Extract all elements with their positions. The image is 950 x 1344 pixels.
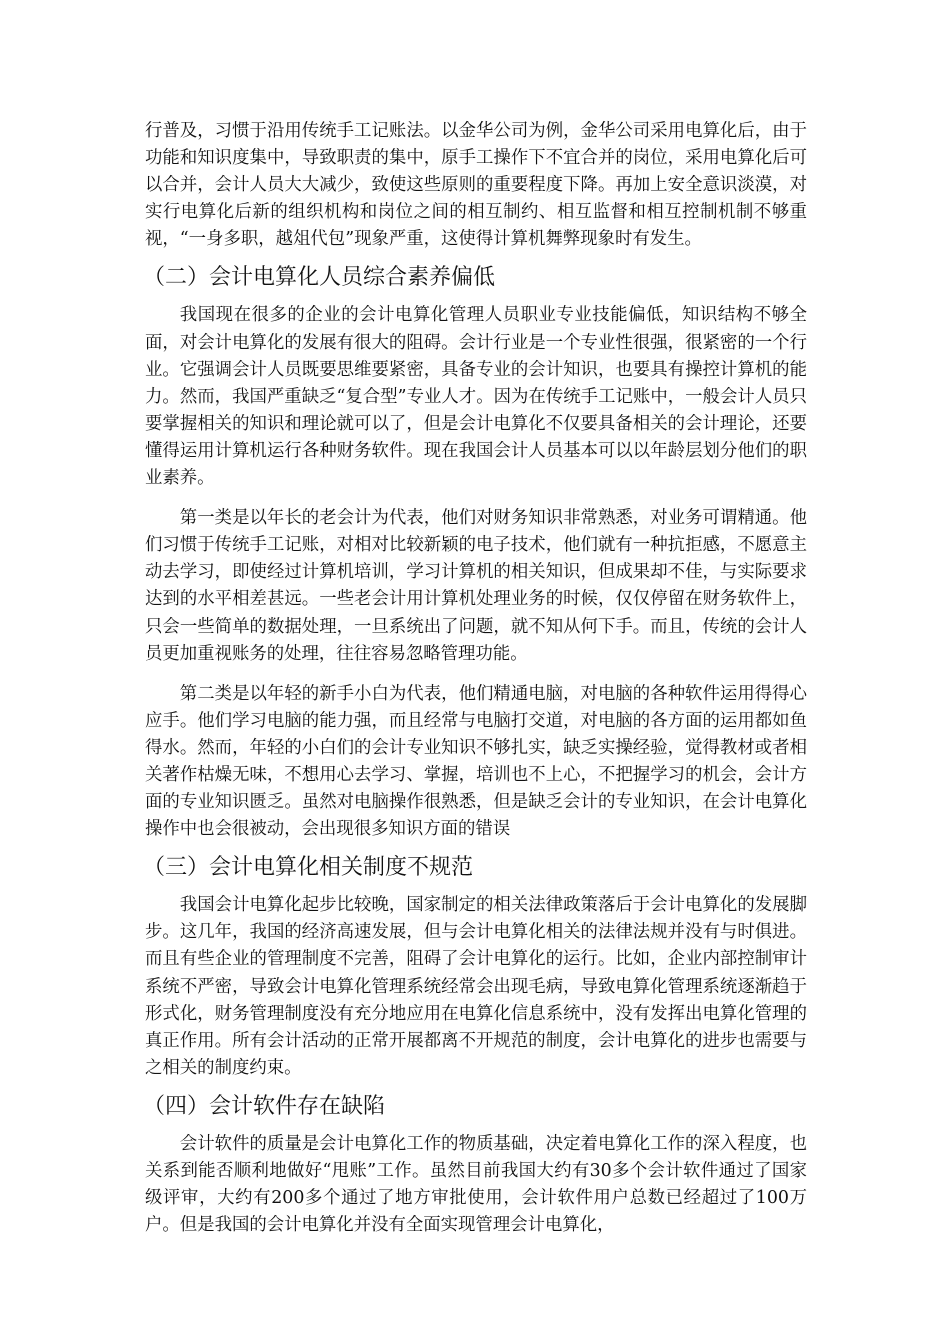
- paragraph-staff-quality: 我国现在很多的企业的会计电算化管理人员职业专业技能偏低，知识结构不够全面，对会计电算化的发展有很大的阻碍。会计行业是一个专业性很强，很紧密的一个行业。它强调会计人员既要思维要紧密，具备专业的会计知识，也要具有操控计算机的能力。然而，我国严重缺乏“复合型”专业人才。因为在传统手工记账中，一般会计人员只要掌握相关的知识和理论就可以了，但是会计电算化不仅要具备相关的会计理论，还要懂得运用计算机运行各种财务软件。现在我国会计人员基本可以以年龄层划分他们的职业素养。: [145, 305, 807, 489]
- paragraph-regulations: 我国会计电算化起步比较晚，国家制定的相关法律政策落后于会计电算化的发展脚步。这几年，我国的经济高速发展，但与会计电算化相关的法律法规并没有与时俱进。而且有些企业的管理制度不完善，阻碍了会计电算化的运行。比如，企业内部控制审计系统不严密，导致会计电算化管理系统经常会出现毛病，导致电算化管理系统逐渐趋于形式化，财务管理制度没有充分地应用在电算化信息系统中，没有发挥出电算化管理的真正作用。所有会计活动的正常开展都离不开规范的制度，会计电算化的进步也需要与之相关的制度约束。: [145, 895, 807, 1078]
- section-heading-4: （四）会计软件存在缺陷: [143, 1093, 386, 1119]
- paragraph-intro-continuation: 行普及，习惯于沿用传统手工记账法。以金华公司为例，金华公司采用电算化后，由于功能和知识度集中，导致职责的集中，原手工操作下不宜合并的岗位，采用电算化后可以合并，会计人员大大减少，致使这些原则的重要程度下降。再加上安全意识淡漠，对实行电算化后新的组织机构和岗位之间的相互制约、相互监督和相互控制机制不够重视，“一身多职，越俎代包”现象严重，这使得计算机舞弊现象时有发生。: [145, 121, 807, 250]
- paragraph-senior-accountants: 第一类是以年长的老会计为代表，他们对财务知识非常熟悉，对业务可谓精通。他们习惯于传统手工记账，对相对比较新颖的电子技术，他们就有一种抗拒感，不愿意主动去学习，即使经过计算机培训，学习计算机的相关知识，但成果却不佳，与实际要求达到的水平相差甚远。一些老会计用计算机处理业务的时候，仅仅停留在财务软件上，只会一些简单的数据处理，一旦系统出了问题，就不知从何下手。而且，传统的会计人员更加重视账务的处理，往往容易忽略管理功能。: [145, 508, 807, 664]
- document-page: [145, 118, 807, 1239]
- section-heading-3: （三）会计电算化相关制度不规范: [143, 855, 474, 881]
- paragraph-software-defects: 会计软件的质量是会计电算化工作的物质基础，决定着电算化工作的深入程度，也关系到能否顺利地做好“甩账”工作。虽然目前我国大约有30多个会计软件通过了国家级评审，大约有200多个通过了地方审批使用，会计软件用户总数已经超过了100万户。但是我国的会计电算化并没有全面实现管理会计电算化，: [145, 1133, 807, 1236]
- section-heading-2: （二）会计电算化人员综合素养偏低: [143, 265, 496, 291]
- paragraph-junior-accountants: 第二类是以年轻的新手小白为代表，他们精通电脑，对电脑的各种软件运用得得心应手。他们学习电脑的能力强，而且经常与电脑打交道，对电脑的各方面的运用都如鱼得水。然而，年轻的小白们的会计专业知识不够扎实，缺乏实操经验，觉得教材或者相关著作枯燥无味，不想用心去学习、掌握，培训也不上心，不把握学习的机会，会计方面的专业知识匮乏。虽然对电脑操作很熟悉，但是缺乏会计的专业知识，在会计电算化操作中也会很被动，会出现很多知识方面的错误: [145, 683, 807, 840]
